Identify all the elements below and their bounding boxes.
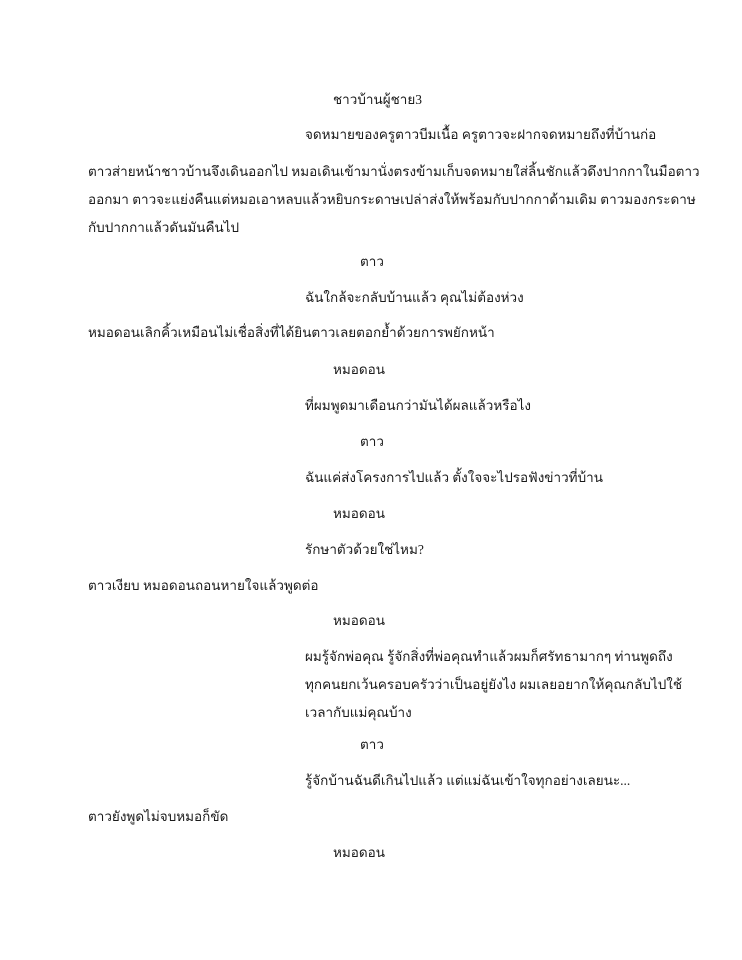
action-line: หมอดอนเลิกคิ้วเหมือนไม่เชื่อสิ่งที่ได้ยินตาวเลยตอกย้ำด้วยการพยักหน้า — [88, 325, 495, 340]
character-name: ตาว — [360, 434, 384, 449]
character-name: ตาว — [360, 737, 384, 752]
dialogue-line: ผมรู้จักพ่อคุณ รู้จักสิ่งที่พ่อคุณทำแล้วผมก็ศรัทธามากๆ ท่านพูดถึง — [305, 649, 673, 664]
action-line: ออกมา ตาวจะแย่งคืนแต่หมอเอาหลบแล้วหยิบกระดาษเปล่าส่งให้พร้อมกับปากกาด้ามเดิม ตาวมองกระดาษ — [88, 192, 696, 207]
character-name: หมอดอน — [333, 506, 386, 521]
dialogue-line: เวลากับแม่คุณบ้าง — [305, 705, 412, 720]
dialogue-line: ฉันแค่ส่งโครงการไปแล้ว ตั้งใจจะไปรอฟังข่าวที่บ้าน — [305, 470, 603, 485]
dialogue-line: ทุกคนยกเว้นครอบครัวว่าเป็นอยู่ยังไง ผมเลยอยากให้คุณกลับไปใช้ — [305, 677, 683, 692]
character-name: หมอดอน — [333, 613, 386, 628]
dialogue-line: รักษาตัวด้วยใช่ไหม? — [305, 542, 424, 557]
character-name: หมอดอน — [333, 845, 386, 860]
dialogue-line: จดหมายของครูตาวบีมเนื้อ ครูตาวจะฝากจดหมายถึงที่บ้านก่อ — [305, 127, 657, 142]
character-name: ตาว — [360, 254, 384, 269]
action-line: ตาวเงียบ หมอดอนถอนหายใจแล้วพูดต่อ — [88, 578, 319, 593]
dialogue-paragraph — [305, 643, 682, 727]
dialogue-line: ฉันใกล้จะกลับบ้านแล้ว คุณไม่ต้องห่วง — [305, 290, 524, 305]
action-line: ตาวยังพูดไม่จบหมอก็ขัด — [88, 809, 229, 824]
action-line: กับปากกาแล้วดันมันคืนไป — [88, 220, 240, 235]
dialogue-line: ที่ผมพูดมาเดือนกว่ามันได้ผลแล้วหรือไง — [305, 398, 531, 413]
action-line: ตาวส่ายหน้าชาวบ้านจึงเดินออกไป หมอเดินเข้ามานั่งตรงข้ามเก็บจดหมายใส่ลิ้นชักแล้วดึงปากกาในมือตาว — [88, 164, 700, 179]
scene-heading: ชาวบ้านผู้ชาย3 — [333, 92, 423, 107]
action-paragraph — [88, 158, 700, 242]
dialogue-line: รู้จักบ้านฉันดีเกินไปแล้ว แต่แม่ฉันเข้าใจทุกอย่างเลยนะ... — [305, 773, 631, 788]
character-name: หมอดอน — [333, 362, 386, 377]
